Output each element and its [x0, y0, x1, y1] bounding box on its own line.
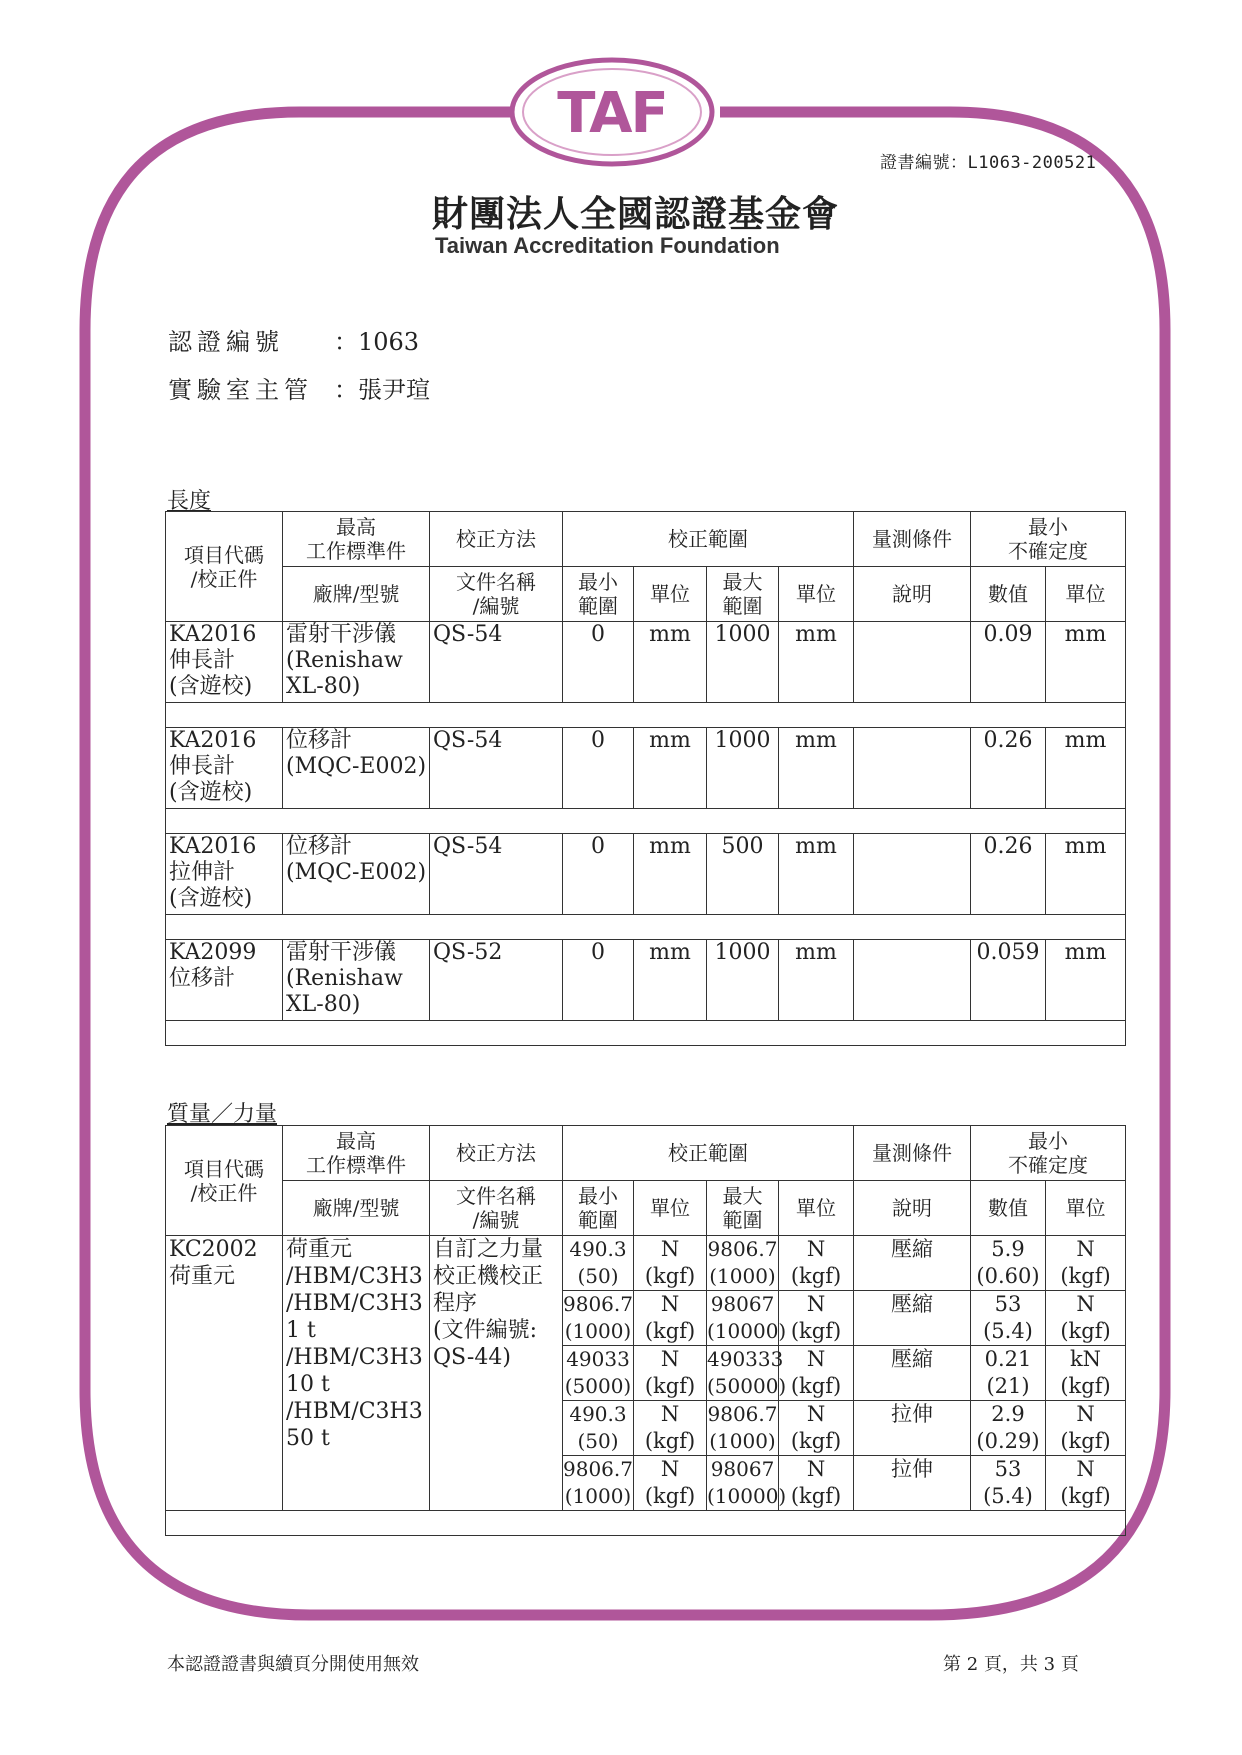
desc-cell: 拉伸 [854, 1401, 971, 1456]
col-range: 校正範圍 [563, 1126, 854, 1181]
header-subrow [166, 1181, 1126, 1236]
uncertainty-cell: 0.21 (21) [971, 1346, 1046, 1401]
col-unit: 單位 [1046, 1181, 1126, 1236]
spacer-row [166, 1511, 1126, 1536]
logo-text: TAF [557, 81, 667, 146]
desc-cell: 拉伸 [854, 1456, 971, 1511]
min-unit-cell: N (kgf) [634, 1291, 707, 1346]
max-cell: 98067 (10000) [707, 1456, 779, 1511]
item-cell: KA2016 伸長計 (含遊校) [166, 622, 283, 703]
desc-cell [854, 940, 971, 1021]
accreditation-number-line [168, 322, 419, 357]
min-unit-cell: mm [634, 834, 707, 915]
uncertainty-cell: 53 (5.4) [971, 1291, 1046, 1346]
max-unit-cell: N (kgf) [779, 1401, 854, 1456]
max-unit-cell: N (kgf) [779, 1291, 854, 1346]
uncertainty-cell: 0.26 [971, 728, 1046, 809]
col-range: 校正範圍 [563, 512, 854, 567]
col-condition: 量測條件 [854, 1126, 971, 1181]
max-unit-cell: N (kgf) [779, 1236, 854, 1291]
max-unit-cell: mm [779, 834, 854, 915]
uncertainty-unit-cell: mm [1046, 940, 1126, 1021]
section-title-force: 質量／力量 [167, 1102, 278, 1127]
col-max: 最大 範圍 [707, 1181, 779, 1236]
col-max-unit: 單位 [779, 567, 854, 622]
min-cell: 9806.7 (1000) [563, 1456, 634, 1511]
item-cell: KA2016 拉伸計 (含遊校) [166, 834, 283, 915]
min-cell: 0 [563, 622, 634, 703]
header-subrow [166, 567, 1126, 622]
uncertainty-cell: 0.26 [971, 834, 1046, 915]
col-method: 校正方法 [430, 512, 563, 567]
table-row [166, 834, 1126, 915]
standard-cell: 位移計 (MQC-E002) [283, 834, 430, 915]
lab-manager-label: 實驗室主管 [168, 376, 313, 404]
lab-manager-value: ：張尹瑄 [334, 376, 430, 404]
min-unit-cell: N (kgf) [634, 1346, 707, 1401]
table-row [166, 728, 1126, 809]
min-unit-cell: mm [634, 940, 707, 1021]
max-unit-cell: N (kgf) [779, 1346, 854, 1401]
max-cell: 1000 [707, 940, 779, 1021]
accreditation-number-label: 認證編號 [168, 328, 284, 356]
col-item-code: 項目代碼 /校正件 [166, 512, 283, 622]
uncertainty-unit-cell: N (kgf) [1046, 1456, 1126, 1511]
spacer-row [166, 1021, 1126, 1046]
min-cell: 49033 (5000) [563, 1346, 634, 1401]
header-row [166, 512, 1126, 567]
org-name-en: Taiwan Accreditation Foundation [435, 233, 780, 258]
min-cell: 9806.7 (1000) [563, 1291, 634, 1346]
max-cell: 490333 (50000) [707, 1346, 779, 1401]
col-top-standard: 最高 工作標準件 [283, 1126, 430, 1181]
method-cell: 自訂之力量 校正機校正 程序 (文件編號: QS-44) [430, 1236, 563, 1511]
min-unit-cell: N (kgf) [634, 1236, 707, 1291]
col-brand-model: 廠牌/型號 [283, 567, 430, 622]
col-condition: 量測條件 [854, 512, 971, 567]
col-unit: 單位 [1046, 567, 1126, 622]
method-cell: QS-54 [430, 728, 563, 809]
col-min: 最小 範圍 [563, 567, 634, 622]
max-unit-cell: mm [779, 940, 854, 1021]
footer-note: 本認證證書與續頁分開使用無效 [167, 1654, 419, 1675]
uncertainty-unit-cell: mm [1046, 834, 1126, 915]
uncertainty-unit-cell: mm [1046, 728, 1126, 809]
col-max-unit: 單位 [779, 1181, 854, 1236]
col-method: 校正方法 [430, 1126, 563, 1181]
min-cell: 0 [563, 834, 634, 915]
item-cell: KC2002 荷重元 [166, 1236, 283, 1511]
desc-cell: 壓縮 [854, 1236, 971, 1291]
table-row [166, 1236, 1126, 1291]
min-cell: 0 [563, 940, 634, 1021]
standard-cell: 雷射干涉儀 (Renishaw XL-80) [283, 622, 430, 703]
header-row [166, 1126, 1126, 1181]
min-unit-cell: mm [634, 728, 707, 809]
spacer-row [166, 915, 1126, 940]
standard-cell: 荷重元 /HBM/C3H3 /HBM/C3H3 1 t /HBM/C3H3 10 t /HBM/C3H3 50 t [283, 1236, 430, 1511]
min-cell: 490.3 (50) [563, 1236, 634, 1291]
desc-cell [854, 622, 971, 703]
item-cell: KA2016 伸長計 (含遊校) [166, 728, 283, 809]
col-desc: 說明 [854, 567, 971, 622]
method-cell: QS-54 [430, 622, 563, 703]
uncertainty-unit-cell: N (kgf) [1046, 1291, 1126, 1346]
col-item-code: 項目代碼 /校正件 [166, 1126, 283, 1236]
spacer-row [166, 703, 1126, 728]
section-title-length: 長度 [167, 489, 212, 514]
col-doc-name: 文件名稱 /編號 [430, 1181, 563, 1236]
lab-manager-line [168, 370, 430, 405]
uncertainty-unit-cell: N (kgf) [1046, 1401, 1126, 1456]
spacer-row [166, 809, 1126, 834]
desc-cell: 壓縮 [854, 1346, 971, 1401]
min-unit-cell: N (kgf) [634, 1401, 707, 1456]
certificate-number: 證書編號：L1063-200521 [880, 153, 1097, 173]
col-max: 最大 範圍 [707, 567, 779, 622]
min-cell: 0 [563, 728, 634, 809]
force-table [165, 1125, 1126, 1536]
max-unit-cell: N (kgf) [779, 1456, 854, 1511]
max-cell: 1000 [707, 622, 779, 703]
method-cell: QS-52 [430, 940, 563, 1021]
uncertainty-cell: 5.9 (0.60) [971, 1236, 1046, 1291]
max-cell: 9806.7 (1000) [707, 1401, 779, 1456]
uncertainty-unit-cell: N (kgf) [1046, 1236, 1126, 1291]
col-uncertainty: 最小 不確定度 [971, 512, 1126, 567]
col-value: 數值 [971, 1181, 1046, 1236]
uncertainty-cell: 53 (5.4) [971, 1456, 1046, 1511]
standard-cell: 位移計 (MQC-E002) [283, 728, 430, 809]
col-value: 數值 [971, 567, 1046, 622]
standard-cell: 雷射干涉儀 (Renishaw XL-80) [283, 940, 430, 1021]
desc-cell [854, 728, 971, 809]
accreditation-number-value: ：1063 [334, 328, 420, 356]
max-cell: 9806.7 (1000) [707, 1236, 779, 1291]
length-table [165, 511, 1126, 1046]
method-cell: QS-54 [430, 834, 563, 915]
table-row [166, 940, 1126, 1021]
org-name-zh: 財團法人全國認證基金會 [432, 194, 840, 235]
min-cell: 490.3 (50) [563, 1401, 634, 1456]
col-min: 最小 範圍 [563, 1181, 634, 1236]
col-min-unit: 單位 [634, 1181, 707, 1236]
desc-cell [854, 834, 971, 915]
col-doc-name: 文件名稱 /編號 [430, 567, 563, 622]
page-number: 第 2 頁，共 3 頁 [943, 1654, 1079, 1675]
max-cell: 1000 [707, 728, 779, 809]
col-min-unit: 單位 [634, 567, 707, 622]
col-uncertainty: 最小 不確定度 [971, 1126, 1126, 1181]
uncertainty-unit-cell: kN (kgf) [1046, 1346, 1126, 1401]
col-desc: 說明 [854, 1181, 971, 1236]
taf-logo [512, 60, 712, 164]
max-unit-cell: mm [779, 622, 854, 703]
uncertainty-cell: 0.09 [971, 622, 1046, 703]
min-unit-cell: mm [634, 622, 707, 703]
min-unit-cell: N (kgf) [634, 1456, 707, 1511]
max-unit-cell: mm [779, 728, 854, 809]
max-cell: 500 [707, 834, 779, 915]
uncertainty-unit-cell: mm [1046, 622, 1126, 703]
uncertainty-cell: 2.9 (0.29) [971, 1401, 1046, 1456]
item-cell: KA2099 位移計 [166, 940, 283, 1021]
col-brand-model: 廠牌/型號 [283, 1181, 430, 1236]
table-row [166, 622, 1126, 703]
uncertainty-cell: 0.059 [971, 940, 1046, 1021]
desc-cell: 壓縮 [854, 1291, 971, 1346]
col-top-standard: 最高 工作標準件 [283, 512, 430, 567]
max-cell: 98067 (10000) [707, 1291, 779, 1346]
